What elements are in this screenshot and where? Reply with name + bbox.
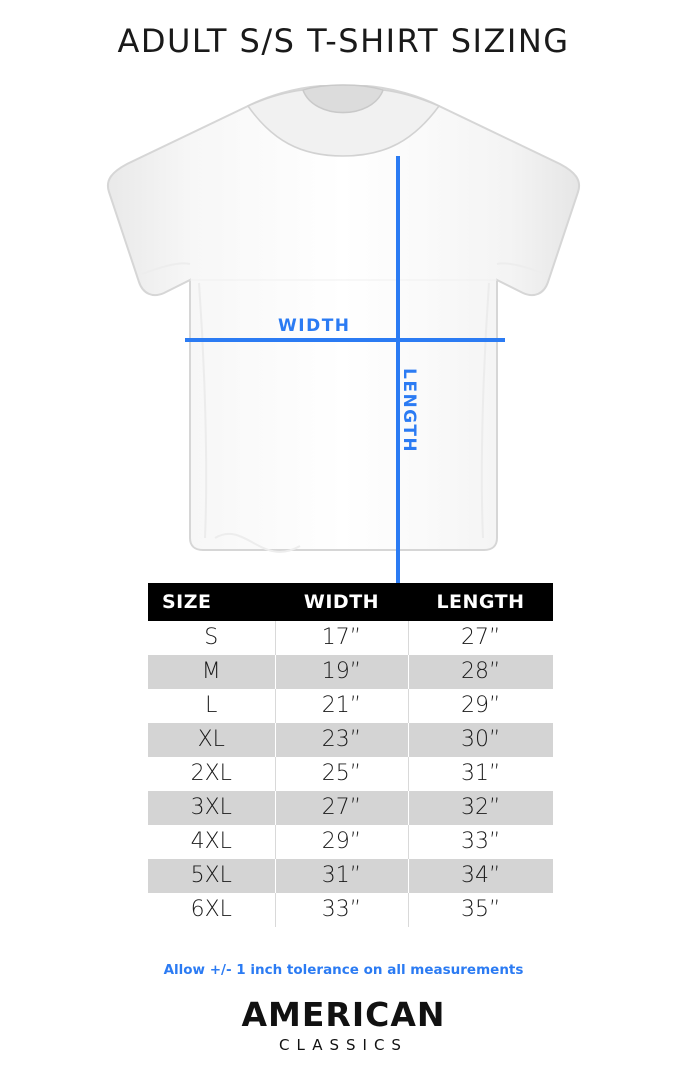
table-row: [148, 655, 553, 689]
cell-width: 27”: [275, 791, 408, 825]
table-row: [148, 723, 553, 757]
table-row: [148, 621, 553, 655]
brand-name: AMERICAN: [241, 995, 446, 1034]
cell-size: XL: [148, 723, 275, 757]
cell-size: 5XL: [148, 859, 275, 893]
cell-length: 29”: [408, 689, 553, 723]
table-row: [148, 791, 553, 825]
cell-length: 27”: [408, 621, 553, 655]
cell-width: 19”: [275, 655, 408, 689]
column-header-width: WIDTH: [275, 583, 408, 621]
size-table-wrapper: [148, 583, 539, 927]
cell-size: S: [148, 621, 275, 655]
cell-length: 35”: [408, 893, 553, 927]
size-table-body: [148, 621, 553, 927]
cell-size: 3XL: [148, 791, 275, 825]
tshirt-graphic: [0, 68, 687, 553]
cell-width: 25”: [275, 757, 408, 791]
shirt-illustration: [0, 68, 687, 553]
width-measure-line: [185, 338, 505, 342]
cell-length: 32”: [408, 791, 553, 825]
column-header-length: LENGTH: [408, 583, 553, 621]
page-title: ADULT S/S T-SHIRT SIZING: [117, 22, 570, 60]
cell-width: 29”: [275, 825, 408, 859]
length-label: LENGTH: [399, 368, 419, 454]
column-header-size: SIZE: [148, 583, 275, 621]
tolerance-note: Allow +/- 1 inch tolerance on all measurements: [163, 962, 524, 978]
cell-length: 31”: [408, 757, 553, 791]
table-row: [148, 859, 553, 893]
cell-width: 23”: [275, 723, 408, 757]
cell-width: 17”: [275, 621, 408, 655]
cell-size: 2XL: [148, 757, 275, 791]
brand-subtitle: CLASSICS: [279, 1036, 408, 1054]
cell-size: 6XL: [148, 893, 275, 927]
cell-width: 33”: [275, 893, 408, 927]
size-table: [148, 583, 553, 927]
table-row: [148, 893, 553, 927]
cell-size: L: [148, 689, 275, 723]
table-row: [148, 689, 553, 723]
cell-width: 21”: [275, 689, 408, 723]
size-table-head: [148, 583, 553, 621]
cell-width: 31”: [275, 859, 408, 893]
width-label: WIDTH: [278, 316, 351, 336]
cell-length: 33”: [408, 825, 553, 859]
cell-size: 4XL: [148, 825, 275, 859]
cell-length: 34”: [408, 859, 553, 893]
table-row: [148, 825, 553, 859]
cell-size: M: [148, 655, 275, 689]
cell-length: 30”: [408, 723, 553, 757]
table-row: [148, 757, 553, 791]
table-header-row: [148, 583, 553, 621]
cell-length: 28”: [408, 655, 553, 689]
